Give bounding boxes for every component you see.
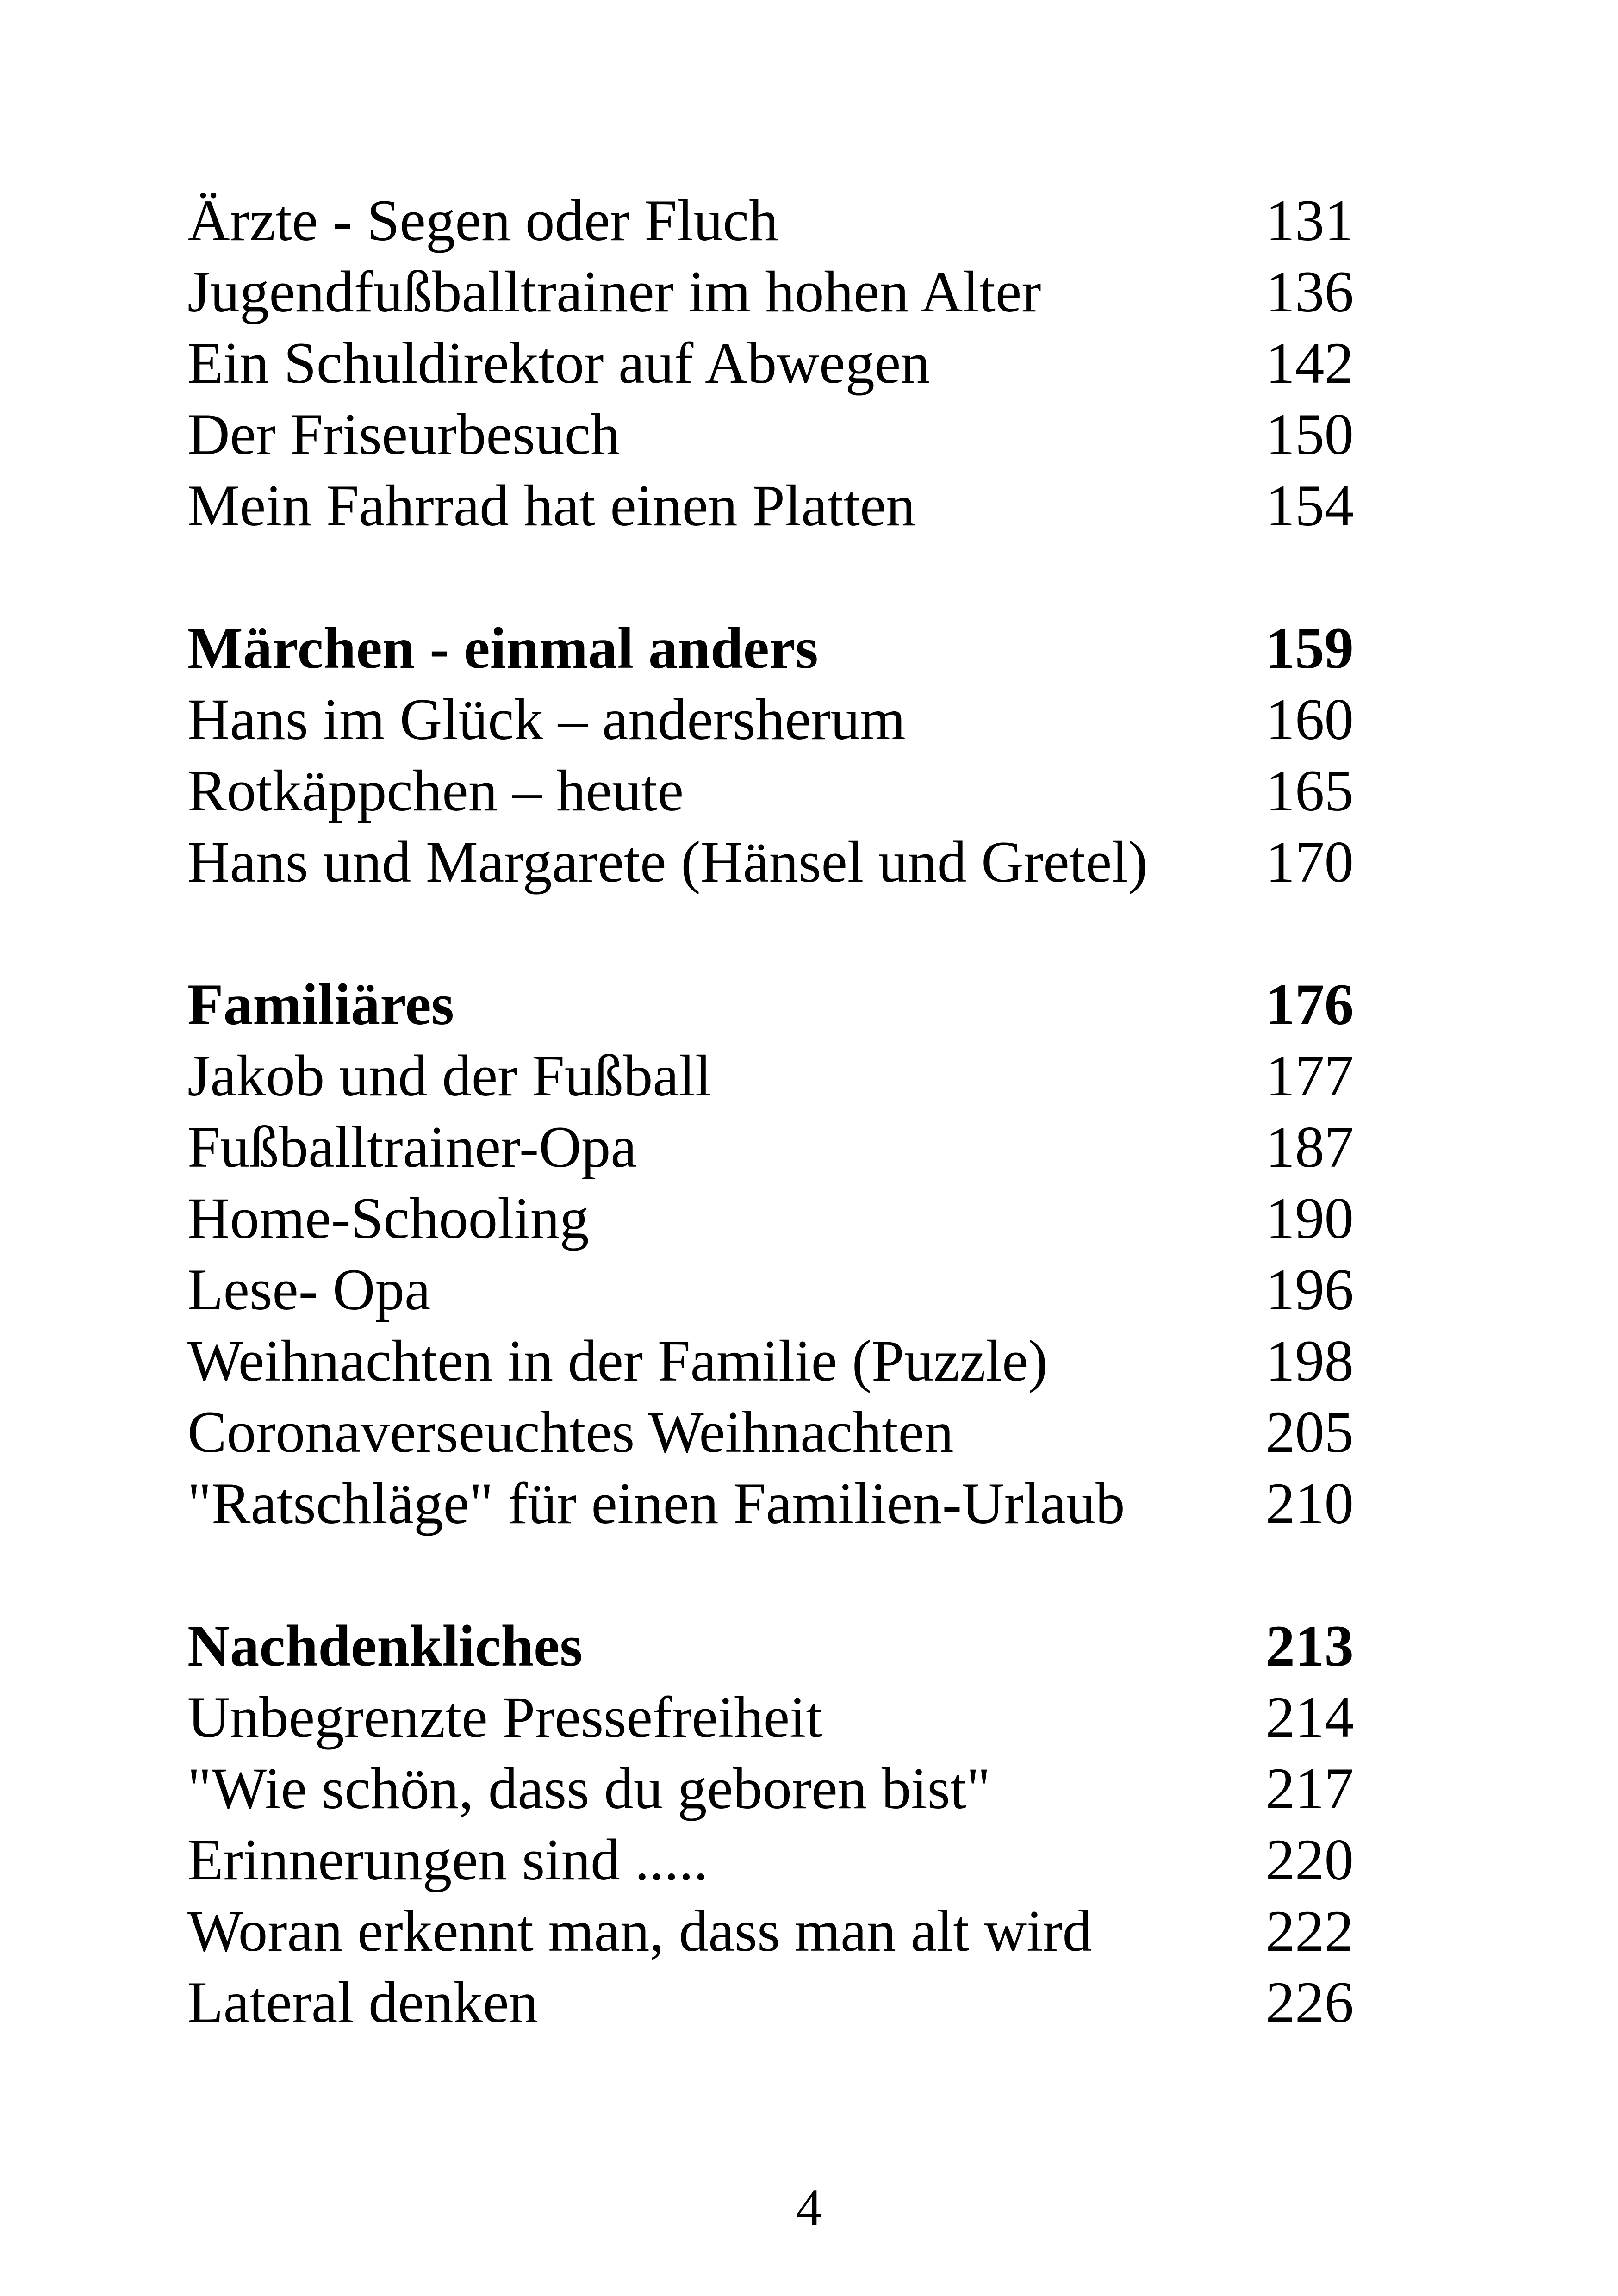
toc-entry-title: "Ratschläge" für einen Familien-Urlaub [187, 1471, 1125, 1536]
toc-entry-title: "Wie schön, dass du geboren bist" [187, 1756, 991, 1821]
toc-entry [187, 1753, 1354, 1824]
toc-section-title: Familiäres [187, 972, 454, 1037]
toc-entry [187, 399, 1354, 470]
toc-entry [187, 1967, 1354, 2038]
toc-entry-page: 222 [1265, 1899, 1354, 1964]
toc-entry-page: 220 [1265, 1828, 1354, 1892]
toc-entry-page: 198 [1265, 1329, 1354, 1394]
toc-section-page: 159 [1265, 616, 1354, 681]
toc-entry-title: Mein Fahrrad hat einen Platten [187, 473, 915, 538]
toc-entry-page: 154 [1265, 473, 1354, 538]
toc-entry [187, 328, 1354, 399]
toc-entry-page: 150 [1265, 402, 1354, 467]
toc-entry [187, 1040, 1354, 1112]
toc-entry [187, 1682, 1354, 1753]
toc-entry [187, 1824, 1354, 1896]
toc-section-heading [187, 613, 1354, 684]
toc-entry [187, 1254, 1354, 1325]
table-of-contents [187, 185, 1354, 2038]
toc-entry-title: Ärzte - Segen oder Fluch [187, 188, 778, 253]
section-spacer [187, 1539, 1354, 1611]
toc-entry-page: 205 [1265, 1400, 1354, 1465]
toc-entry-title: Coronaverseuchtes Weihnachten [187, 1400, 954, 1465]
page-number: 4 [796, 2179, 822, 2236]
toc-entry [187, 1112, 1354, 1183]
toc-entry-page: 136 [1265, 260, 1354, 324]
section-spacer [187, 898, 1354, 969]
toc-entry-title: Jakob und der Fußball [187, 1044, 712, 1108]
toc-section-heading [187, 969, 1354, 1040]
toc-entry-title: Unbegrenzte Pressefreiheit [187, 1685, 822, 1750]
toc-entry-title: Fußballtrainer-Opa [187, 1115, 637, 1180]
toc-entry-title: Ein Schuldirektor auf Abwegen [187, 331, 930, 396]
toc-section-title: Märchen - einmal anders [187, 616, 818, 681]
toc-entry-title: Hans und Margarete (Hänsel und Gretel) [187, 830, 1148, 895]
toc-entry-title: Home-Schooling [187, 1186, 589, 1251]
toc-entry-title: Der Friseurbesuch [187, 402, 620, 467]
toc-entry-page: 226 [1265, 1970, 1354, 2035]
toc-entry-title: Jugendfußballtrainer im hohen Alter [187, 260, 1041, 324]
section-spacer [187, 541, 1354, 613]
toc-entry-page: 160 [1265, 687, 1354, 752]
toc-entry-title: Lese- Opa [187, 1257, 431, 1322]
toc-entry [187, 1183, 1354, 1254]
toc-entry-page: 214 [1265, 1685, 1354, 1750]
toc-entry-title: Erinnerungen sind ..... [187, 1828, 709, 1892]
toc-section-title: Nachdenkliches [187, 1614, 583, 1679]
toc-entry-page: 142 [1265, 331, 1354, 396]
toc-entry [187, 755, 1354, 827]
toc-entry-title: Hans im Glück – andersherum [187, 687, 906, 752]
toc-entry-title: Rotkäppchen – heute [187, 759, 684, 823]
toc-entry-page: 196 [1265, 1257, 1354, 1322]
toc-entry-page: 177 [1265, 1044, 1354, 1108]
toc-entry [187, 1397, 1354, 1468]
toc-entry [187, 1896, 1354, 1967]
toc-entry [187, 256, 1354, 328]
toc-entry-title: Lateral denken [187, 1970, 539, 2035]
toc-entry-page: 165 [1265, 759, 1354, 823]
toc-entry [187, 1325, 1354, 1397]
toc-section-page: 213 [1265, 1614, 1354, 1679]
toc-entry-title: Woran erkennt man, dass man alt wird [187, 1899, 1092, 1964]
toc-entry-title: Weihnachten in der Familie (Puzzle) [187, 1329, 1048, 1394]
toc-entry [187, 470, 1354, 541]
toc-entry [187, 827, 1354, 898]
toc-entry-page: 210 [1265, 1471, 1354, 1536]
toc-entry-page: 131 [1265, 188, 1354, 253]
toc-entry [187, 684, 1354, 755]
toc-entry-page: 187 [1265, 1115, 1354, 1180]
toc-section-page: 176 [1265, 972, 1354, 1037]
toc-section-heading [187, 1611, 1354, 1682]
toc-entry-page: 190 [1265, 1186, 1354, 1251]
toc-entry-page: 170 [1265, 830, 1354, 895]
toc-entry [187, 185, 1354, 256]
toc-entry [187, 1468, 1354, 1539]
toc-entry-page: 217 [1265, 1756, 1354, 1821]
